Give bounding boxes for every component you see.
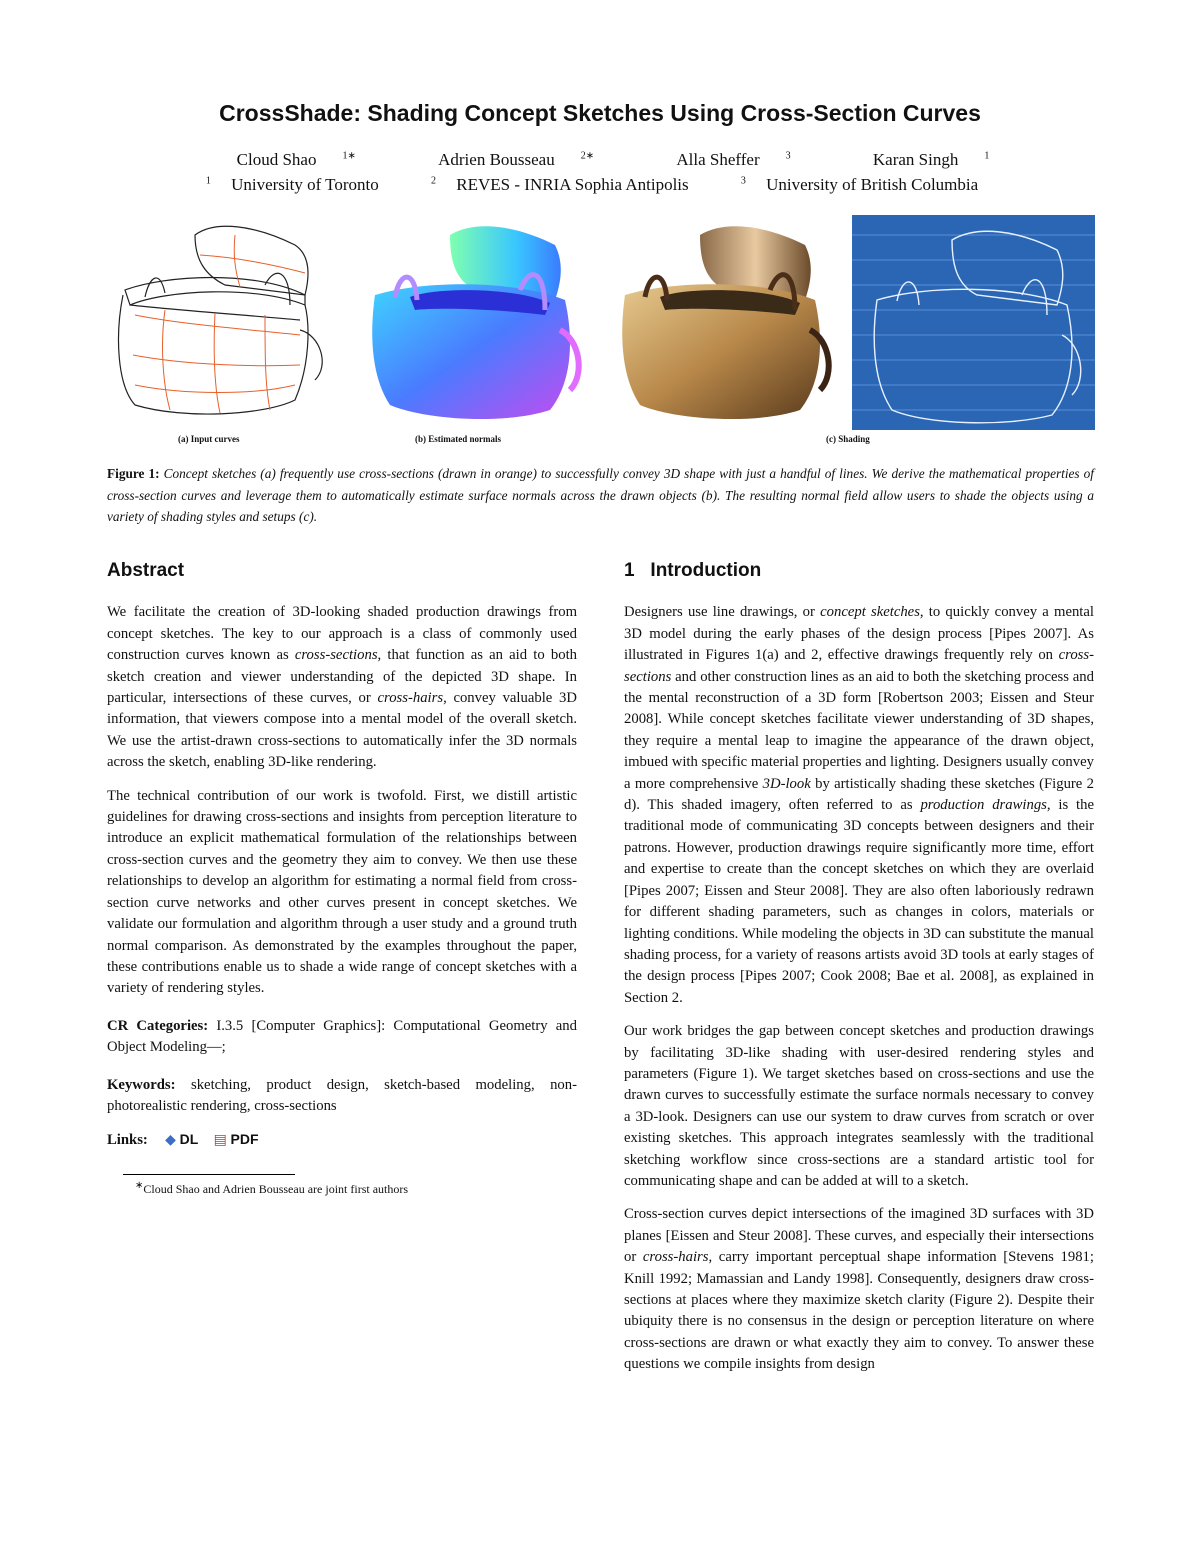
intro-paragraph: Cross-section curves depict intersections of the imagined 3D surfaces with 3D planes [Eissen and Steur 2008]. These curves, and especially their intersections or cross-hairs, carry important perceptual shape information [Stevens 1981; Knill 1992; Mamassian and Landy 1998]. Consequently, designers draw cross-sections at places where they maximize sketch clarity (Figure 2). Despite their ubiquity there is no consensus in the design or perception literature on where cross-sections are drawn or what exactly they aim to convey. To answer these questions we compile insights from design [624,1206,1094,1373]
figure-caption-b: (b) Estimated normals [415,434,501,444]
footnote: ∗Cloud Shao and Adrien Bousseau are joint first authors [135,1180,409,1196]
author: Adrien Bousseau $^{2∗}$ [438,150,595,169]
abstract-paragraph: We facilitate the creation of 3D-looking shaded production drawings from concept sketches. The key to our approach is a class of commonly used construction curves known as cross-sections, that function as an aid to both sketch creation and viewer understanding of the depicted 3D shape. In particular, intersections of these curves, or cross-hairs, convey valuable 3D information, that viewers compose into a mental model of the overall sketch. We use the artist-drawn cross-sections to automatically infer the 3D normals across the sketch, enabling 3D-like rendering. [107,604,577,771]
intro-paragraph: Designers use line drawings, or concept sketches, to quickly convey a mental 3D model during the early phases of the design process [Pipes 2007]. As illustrated in Figures 1(a) and 2, effective drawings frequently rely on cross-sections and other construction lines as an aid to both the sketching process and the mental reconstruction of a 3D form [Robertson 2003; Eissen and Steur 2008]. While concept sketches facilitate viewer understanding of 3D shapes, they require a mental leap to imagine the appearance of the drawn object, imbued with specific material properties and lighting. Designers usually convey a more comprehensive 3D-look by artistically shading these sketches (Figure 2 d). This shaded imagery, often referred to as production drawings, is the traditional mode of communicating 3D concepts between designers and their patrons. However, production drawings require significantly more time, effort and expertise to create than the concept sketches on which they are overlaid [Pipes 2007; Eissen and Steur 2008]. They are also often laboriously redrawn for different shading parameters, such as changes in colors, materials or lighting conditions. While modeling the objects in 3D can substitute the manual shading process, for a variety of reasons artists avoid 3D tools at early stages of the design process [Pipes 2007; Cook 2008; Bae et al. 2008], as explained in Section 2. [624,604,1095,1006]
keywords: Keywords: sketching, product design, sketch-based modeling, non-photorealistic rendering, cross-sections [107,1076,578,1114]
cr-categories: CR Categories: I.3.5 [Computer Graphics]: Computational Geometry and Object Modeling—; [107,1017,577,1056]
introduction-column [624,560,1094,1376]
affiliation: $^2$ REVES - INRIA Sophia Antipolis [431,175,689,194]
footnote-rule [123,1174,295,1175]
affiliation-list [0,175,1200,195]
figure-caption: Figure 1: Concept sketches (a) frequently use cross-sections (drawn in orange) to successfully convey 3D shape with just a handful of lines. We derive the mathematical properties of cross-section curves and leverage them to automatically estimate surface normals across the drawn objects (b). The resulting normal field allow users to shade the objects using a variety of shading styles and setups (c). [107,466,1094,524]
estimated-normals-render [355,215,590,430]
input-curves-sketch [105,215,337,430]
affiliation: $^1$ University of Toronto [205,175,379,194]
paper-title: CrossShade: Shading Concept Sketches Using Cross-Section Curves [219,100,981,126]
dl-icon: ◆ [165,1133,176,1149]
figure-caption-a: (a) Input curves [178,434,240,444]
figure-caption-c: (c) Shading [826,434,870,444]
pdf-link[interactable]: PDF [230,1131,259,1148]
abstract-heading: Abstract [107,560,185,581]
shaded-render [605,215,837,430]
dl-link[interactable]: DL [179,1131,199,1148]
author: Karan Singh $^1$ [872,150,990,169]
affiliation: $^3$ University of British Columbia [740,175,979,194]
author-list [0,150,1200,170]
abstract-paragraph: The technical contribution of our work is twofold. First, we distill artistic guidelines for drawing cross-sections and insights from perception literature to introduce an explicit mathematical formulation of the relationships between cross-section curves and the geometry they aim to convey. We then use these relationships to develop an algorithm for estimating a normal field from cross-section curve networks and other curves present in concept sketches. We validate our formulation and algorithm through a user study and a ground truth normal comparison. As demonstrated by the examples throughout the paper, these contributions enable us to shade a wide range of concept sketches with a variety of rendering styles. [107,787,577,997]
blue-shading-render [852,215,1095,430]
introduction-heading: 1 Introduction [624,560,762,581]
pdf-icon: ▤ [213,1133,227,1149]
abstract-column [107,560,577,1152]
intro-paragraph: Our work bridges the gap between concept sketches and production drawings by facilitating 3D-like shading with user-desired rendering styles and parameters (Figure 1). We target sketches based on cross-sections and use the drawn curves to successfully estimate the surface normals necessary to convey a 3D-look. Designers can use our system to draw curves from scratch or over existing sketches. This approach integrates seamlessly with the traditional sketching workflow since cross-sections are a standard artistic tool for communicating shape and can be added at will to a sketch. [624,1023,1094,1189]
author: Alla Sheffer $^3$ [676,150,791,169]
author: Cloud Shao $^{1∗}$ [236,150,356,169]
links-row: Links: ◆ DL ▤ PDF [107,1131,259,1149]
